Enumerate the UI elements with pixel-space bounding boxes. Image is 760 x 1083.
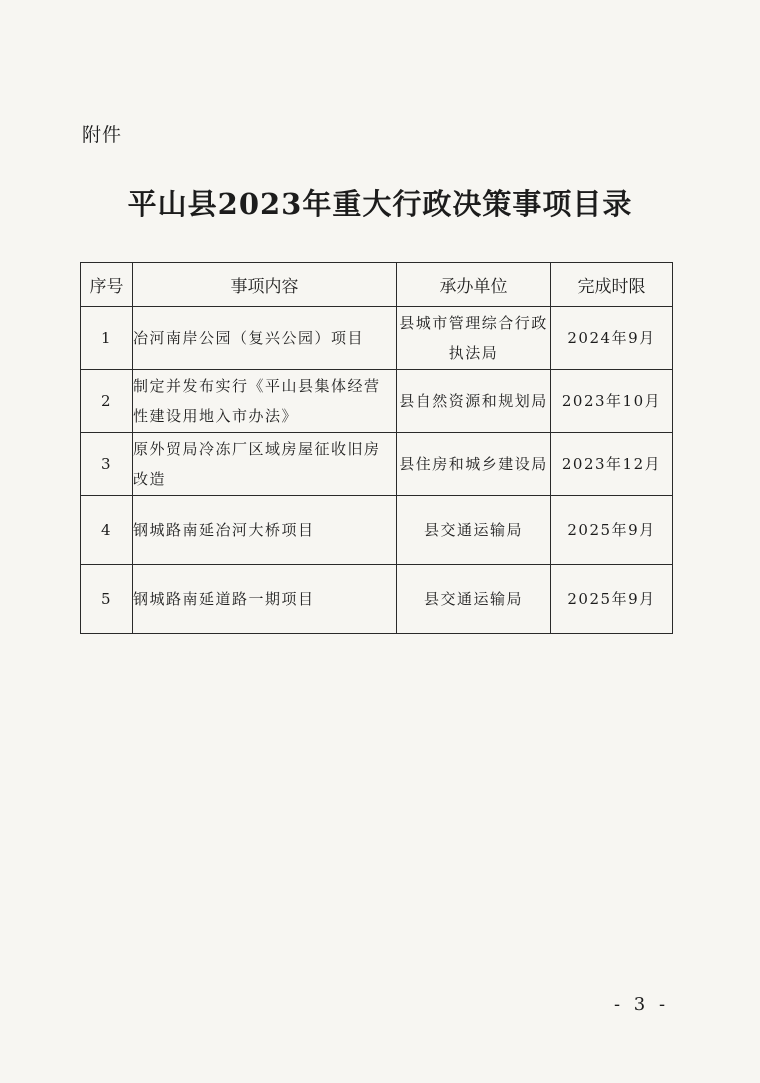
row-responsible-unit: 县城市管理综合行政执法局	[397, 307, 551, 370]
row-serial-number: 4	[81, 496, 133, 565]
table-row	[81, 433, 673, 496]
table-row	[81, 565, 673, 634]
page-number: - 3 -	[614, 994, 670, 1015]
row-deadline: 2025年9月	[551, 496, 673, 565]
row-item-content: 制定并发布实行《平山县集体经营性建设用地入市办法》	[133, 370, 397, 433]
row-deadline: 2023年10月	[551, 370, 673, 433]
header-item-content: 事项内容	[133, 263, 397, 307]
header-serial-number: 序号	[81, 263, 133, 307]
row-serial-number: 5	[81, 565, 133, 634]
row-item-content: 钢城路南延冶河大桥项目	[133, 496, 397, 565]
row-serial-number: 1	[81, 307, 133, 370]
row-item-content: 原外贸局冷冻厂区域房屋征收旧房改造	[133, 433, 397, 496]
row-responsible-unit: 县自然资源和规划局	[397, 370, 551, 433]
row-item-content: 冶河南岸公园（复兴公园）项目	[133, 307, 397, 370]
row-responsible-unit: 县交通运输局	[397, 565, 551, 634]
table-row	[81, 307, 673, 370]
row-serial-number: 2	[81, 370, 133, 433]
row-responsible-unit: 县住房和城乡建设局	[397, 433, 551, 496]
attachment-label: 附件	[82, 124, 123, 146]
table-row	[81, 496, 673, 565]
row-deadline: 2024年9月	[551, 307, 673, 370]
row-serial-number: 3	[81, 433, 133, 496]
table-header-row	[81, 263, 673, 307]
table-row	[81, 370, 673, 433]
row-item-content: 钢城路南延道路一期项目	[133, 565, 397, 634]
document-title: 平山县2023年重大行政决策事项目录	[127, 187, 633, 221]
row-deadline: 2023年12月	[551, 433, 673, 496]
row-deadline: 2025年9月	[551, 565, 673, 634]
header-responsible-unit: 承办单位	[397, 263, 551, 307]
header-deadline: 完成时限	[551, 263, 673, 307]
decision-items-table	[80, 262, 673, 634]
row-responsible-unit: 县交通运输局	[397, 496, 551, 565]
